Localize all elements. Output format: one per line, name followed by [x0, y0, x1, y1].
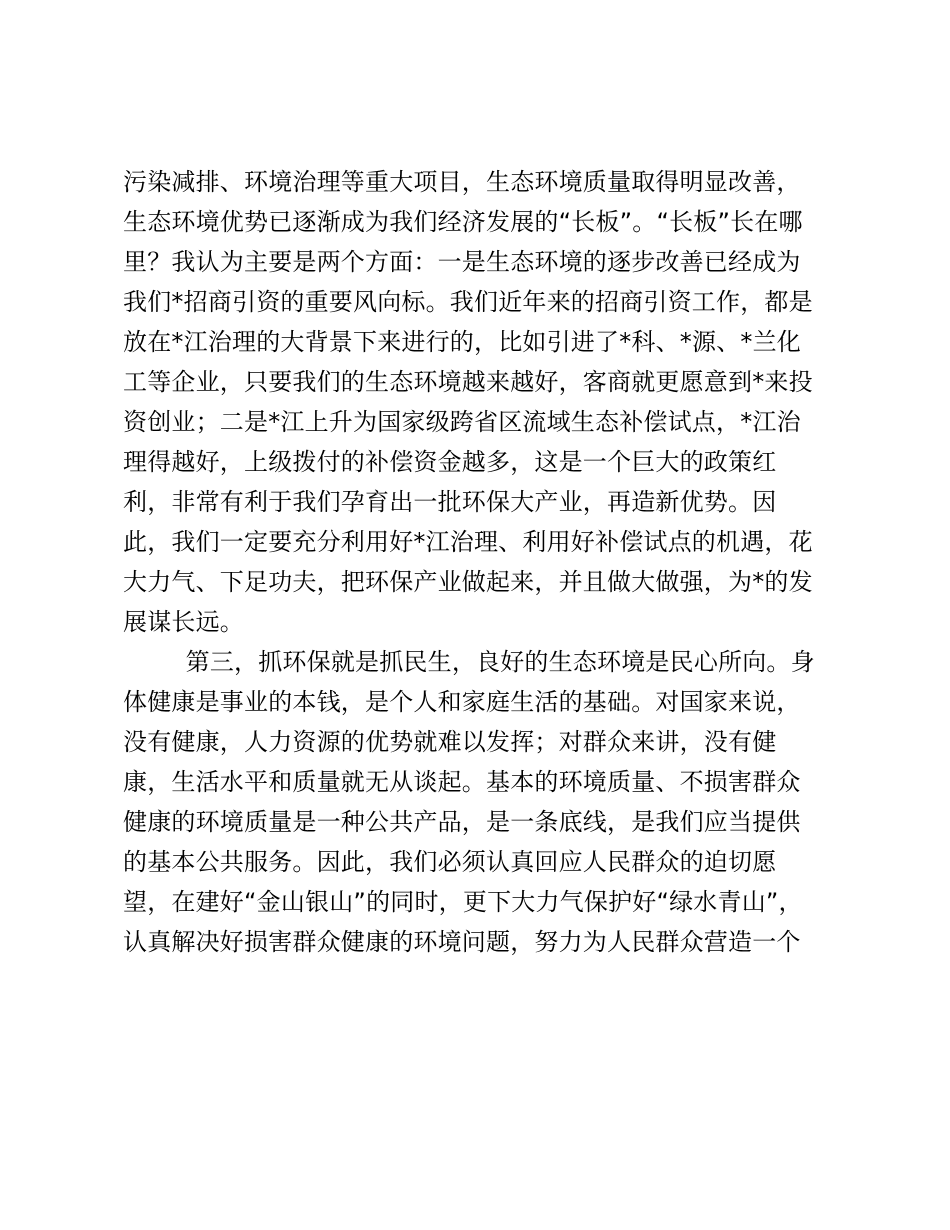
text-line: 认真解决好损害群众健康的环境问题，努力为人民群众营造一个: [123, 928, 801, 956]
text-line: 大力气、下足功夫，把环保产业做起来，并且做大做强，为*的发: [123, 568, 813, 596]
text-line: 理得越好，上级拨付的补偿资金越多，这是一个巨大的政策红: [123, 448, 777, 476]
text-line: 没有健康，人力资源的优势就难以发挥；对群众来讲，没有健: [123, 728, 777, 756]
text-line: 展谋长远。: [123, 608, 244, 636]
text-line: 生态环境优势已逐渐成为我们经济发展的“长板”。“长板”长在哪: [123, 208, 803, 236]
text-line: 望，在建好“金山银山”的同时，更下大力气保护好“绿水青山”，: [123, 888, 803, 916]
text-line: 放在*江治理的大背景下来进行的，比如引进了*科、*源、*兰化: [123, 328, 801, 356]
text-line: 的基本公共服务。因此，我们必须认真回应人民群众的迫切愿: [123, 848, 777, 876]
text-line: 体健康是事业的本钱，是个人和家庭生活的基础。对国家来说，: [123, 688, 801, 716]
body-text: [123, 162, 843, 962]
text-line: 里？我认为主要是两个方面：一是生态环境的逐步改善已经成为: [123, 248, 801, 276]
paragraph-start-line: 第三，抓环保就是抓民生，良好的生态环境是民心所向。身: [123, 648, 815, 676]
text-line: 康，生活水平和质量就无从谈起。基本的环境质量、不损害群众: [123, 768, 801, 796]
text-line: 利，非常有利于我们孕育出一批环保大产业，再造新优势。因: [123, 488, 777, 516]
text-line: 污染减排、环境治理等重大项目，生态环境质量取得明显改善，: [123, 168, 801, 196]
text-line: 工等企业，只要我们的生态环境越来越好，客商就更愿意到*来投: [123, 368, 813, 396]
text-line: 健康的环境质量是一种公共产品，是一条底线，是我们应当提供: [123, 808, 801, 836]
text-line: 我们*招商引资的重要风向标。我们近年来的招商引资工作，都是: [123, 288, 813, 316]
text-line: 此，我们一定要充分利用好*江治理、利用好补偿试点的机遇，花: [123, 528, 813, 556]
text-line: 资创业；二是*江上升为国家级跨省区流域生态补偿试点，*江治: [123, 408, 801, 436]
